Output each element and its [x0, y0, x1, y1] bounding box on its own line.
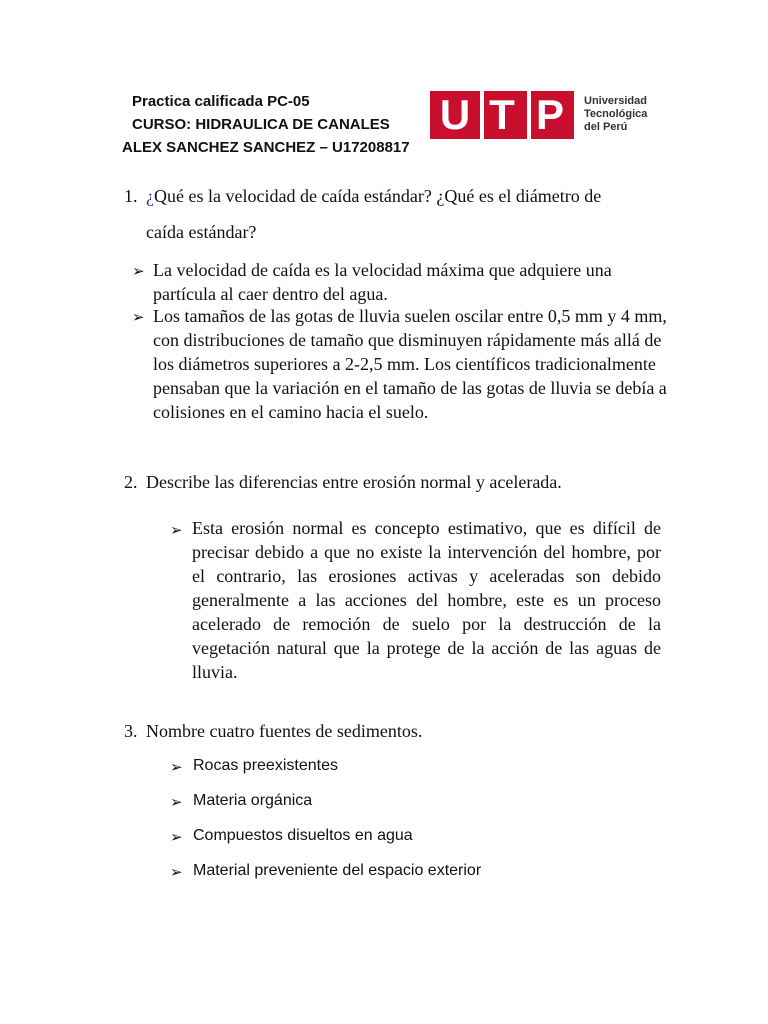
utp-logo-mark — [430, 91, 574, 139]
question-number: 3. — [124, 721, 138, 741]
question-text: Describe las diferencias entre erosión normal y acelerada. — [146, 472, 562, 492]
answer-paragraph: Los tamaños de las gotas de lluvia suelen oscilar entre 0,5 mm y 4 mm, con distribuciones de tamaño que disminuyen rápidamente más allá de los diámetros superiores a 2-2,5 mm. Los científicos tradicionalmente pensaban que la variación en el tamaño de las gotas de lluvia se debía a colisiones en el camino hacia el suelo. — [153, 306, 667, 422]
bullet-arrow-icon: ➢ — [132, 308, 145, 326]
logo-letter-t: T — [489, 91, 515, 138]
bullet-arrow-icon: ➢ — [170, 758, 183, 776]
university-name-line: Universidad — [584, 95, 647, 107]
question-text-line: Qué es la velocidad de caída estándar? ¿Qué es el diámetro de — [154, 186, 602, 206]
answer-paragraph: Esta erosión normal es concepto estimativo, que es difícil de precisar debido a que no existe la intervención del hombre, por el contrario, las erosiones activas y aceleradas son debido generalmente a las acciones del hombre, este es un proceso acelerado de remoción de suelo por la destrucción de la vegetación natural que la protege de la acción de las aguas de lluvia. — [192, 518, 661, 682]
question-number: 1. — [124, 186, 138, 206]
question-prefix: ¿ — [146, 186, 154, 206]
question-text: Nombre cuatro fuentes de sedimentos. — [146, 721, 423, 741]
university-name-line: del Perú — [584, 121, 628, 133]
question-text — [146, 186, 601, 207]
bullet-arrow-icon: ➢ — [170, 793, 183, 811]
question-text-line: caída estándar? — [146, 222, 257, 242]
logo-divider — [527, 91, 531, 139]
document-header — [0, 0, 768, 160]
question-number: 2. — [124, 472, 138, 492]
bullet-arrow-icon: ➢ — [132, 262, 145, 280]
list-item: Rocas preexistentes — [193, 757, 338, 774]
student-name: ALEX SANCHEZ SANCHEZ – U17208817 — [122, 139, 410, 156]
course-name: CURSO: HIDRAULICA DE CANALES — [132, 116, 390, 133]
practice-title: Practica calificada PC-05 — [132, 93, 310, 110]
logo-divider — [480, 91, 484, 139]
university-name — [584, 95, 647, 134]
list-item: Materia orgánica — [193, 792, 313, 809]
bullet-arrow-icon: ➢ — [170, 521, 183, 539]
list-item: Material preveniente del espacio exterior — [193, 862, 482, 879]
list-item: Compuestos disueltos en agua — [193, 827, 413, 844]
bullet-arrow-icon: ➢ — [170, 863, 183, 881]
logo-letter-u: U — [439, 91, 471, 138]
utp-logo — [430, 91, 660, 139]
logo-letter-p: P — [535, 91, 564, 138]
bullet-arrow-icon: ➢ — [170, 828, 183, 846]
university-name-line: Tecnológica — [584, 108, 648, 120]
answer-paragraph: La velocidad de caída es la velocidad máxima que adquiere una partícula al caer dentro del agua. — [153, 260, 612, 304]
